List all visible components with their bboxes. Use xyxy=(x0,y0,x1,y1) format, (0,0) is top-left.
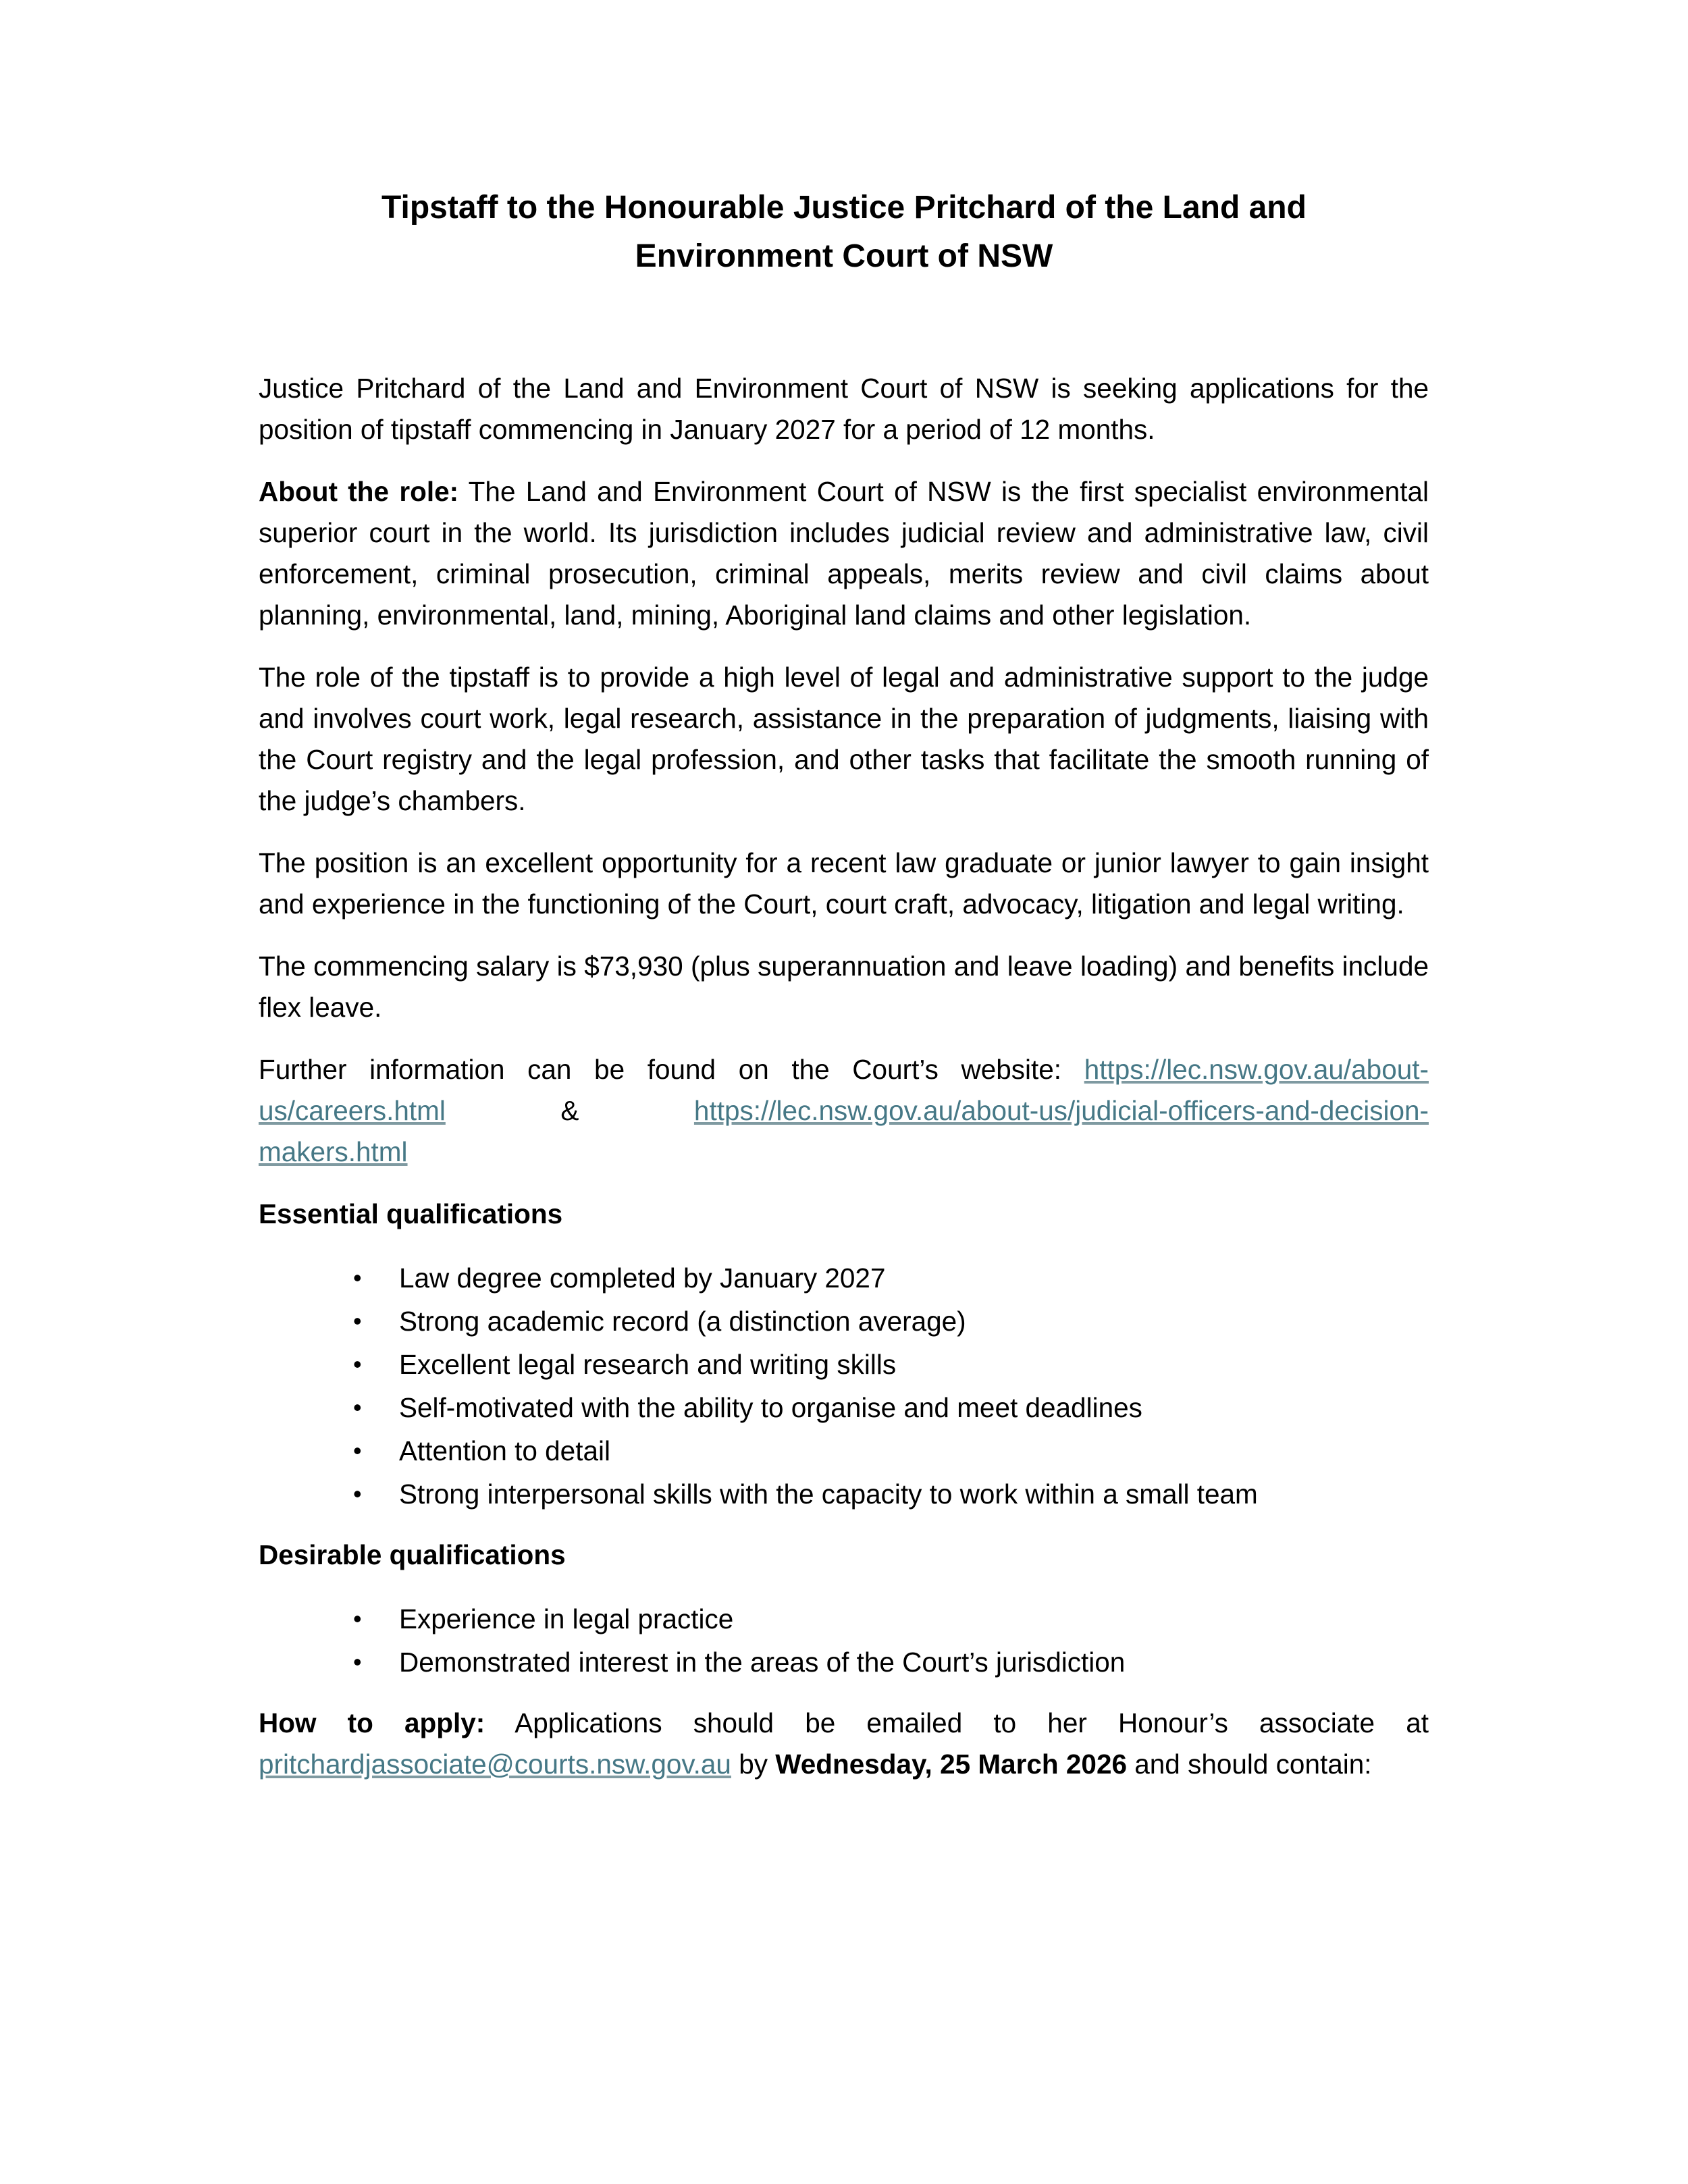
bullet-icon: • xyxy=(353,1307,362,1335)
about-label: About the role: xyxy=(259,476,459,507)
apply-label: How to apply: xyxy=(259,1707,485,1738)
bullet-icon: • xyxy=(353,1605,362,1632)
apply-text: by xyxy=(731,1749,776,1780)
list-item-text: Strong academic record (a distinction average) xyxy=(399,1306,966,1337)
title-line-1: Tipstaff to the Honourable Justice Pritchard of the Land and xyxy=(381,190,1307,225)
list-item xyxy=(353,1343,1429,1386)
about-paragraph xyxy=(259,471,1429,636)
list-item-text: Experience in legal practice xyxy=(399,1603,734,1634)
list-item-text: Law degree completed by January 2027 xyxy=(399,1262,886,1294)
document-body xyxy=(259,368,1429,1806)
associate-email-link[interactable]: pritchardjassociate@courts.nsw.gov.au xyxy=(259,1749,731,1780)
list-item xyxy=(353,1386,1429,1429)
bullet-icon: • xyxy=(353,1648,362,1676)
bullet-icon: • xyxy=(353,1350,362,1378)
list-item-text: Attention to detail xyxy=(399,1435,610,1466)
list-item xyxy=(353,1300,1429,1343)
further-info-text: Further information can be found on the Court’s website: xyxy=(259,1054,1084,1085)
role-paragraph: The role of the tipstaff is to provide a high level of legal and administrative support to the judge and involves court work, legal research, assistance in the preparation of judgments, liaising with the Court registry and the legal profession, and other tasks that facilitate the smooth running of the judge’s chambers. xyxy=(259,662,1429,816)
apply-paragraph xyxy=(259,1703,1429,1785)
list-item xyxy=(353,1597,1429,1641)
essential-heading: Essential qualifications xyxy=(259,1198,563,1229)
bullet-icon: • xyxy=(353,1437,362,1464)
essential-list xyxy=(259,1256,1429,1516)
list-item-text: Strong interpersonal skills with the capacity to work within a small team xyxy=(399,1479,1258,1510)
bullet-icon: • xyxy=(353,1393,362,1421)
list-item xyxy=(353,1641,1429,1684)
bullet-icon: • xyxy=(353,1480,362,1508)
title-line-2: Environment Court of NSW xyxy=(635,238,1053,274)
opportunity-paragraph: The position is an excellent opportunity for a recent law graduate or junior lawyer to gain insight and experience in the functioning of the Court, court craft, advocacy, litigation and legal writing. xyxy=(259,847,1429,920)
about-text: The Land and Environment Court of NSW is the first specialist environmental superior court in the world. Its jurisdiction includes judicial review and administrative law, civil enforcement, criminal prosecution, criminal appeals, merits review and civil claims about planning, environmental, land, mining, Aboriginal land claims and other legislation. xyxy=(259,476,1429,631)
salary-paragraph: The commencing salary is $73,930 (plus superannuation and leave loading) and benefits include flex leave. xyxy=(259,951,1429,1023)
page-title xyxy=(257,184,1431,281)
bullet-icon: • xyxy=(353,1264,362,1291)
list-item-text: Demonstrated interest in the areas of the Court’s jurisdiction xyxy=(399,1647,1126,1678)
list-item xyxy=(353,1256,1429,1300)
list-item xyxy=(353,1472,1429,1516)
desirable-list xyxy=(259,1597,1429,1684)
apply-text: Applications should be emailed to her Honour’s associate at xyxy=(485,1707,1429,1738)
apply-text: and should contain: xyxy=(1127,1749,1372,1780)
further-info-paragraph xyxy=(259,1049,1429,1173)
judicial-officers-link[interactable]: https://lec.nsw.gov.au/about-us/judicial-officers-and-decision-makers.html xyxy=(259,1095,1429,1167)
link-separator: & xyxy=(560,1095,579,1126)
desirable-heading: Desirable qualifications xyxy=(259,1539,566,1570)
deadline: Wednesday, 25 March 2026 xyxy=(775,1749,1127,1780)
list-item xyxy=(353,1429,1429,1472)
careers-link[interactable]: https://lec.nsw.gov.au/about-us/careers.html xyxy=(259,1054,1429,1126)
list-item-text: Self-motivated with the ability to organise and meet deadlines xyxy=(399,1392,1142,1423)
list-item-text: Excellent legal research and writing skills xyxy=(399,1349,897,1380)
intro-paragraph: Justice Pritchard of the Land and Environment Court of NSW is seeking applications for the position of tipstaff commencing in January 2027 for a period of 12 months. xyxy=(259,373,1429,445)
